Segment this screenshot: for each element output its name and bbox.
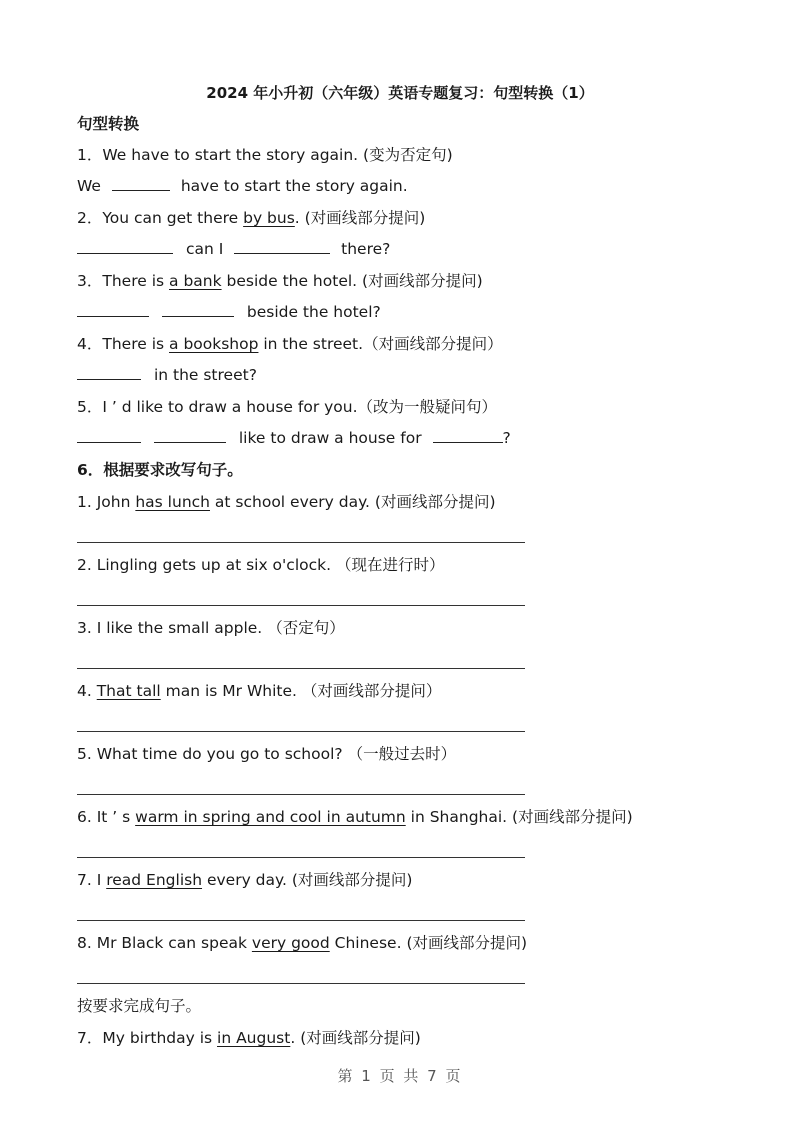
question-instruction: (对画线部分提问) bbox=[512, 808, 633, 826]
underlined-phrase: That tall bbox=[96, 682, 161, 700]
question-text: My birthday is bbox=[102, 1029, 218, 1047]
answer-line[interactable] bbox=[77, 857, 525, 858]
question-text: We have to start the story again. bbox=[102, 146, 359, 164]
sub-question-2: 2. Lingling gets up at six o'clock. （现在进行时） bbox=[77, 556, 445, 574]
fill-blank[interactable] bbox=[77, 365, 141, 380]
fill-blank[interactable] bbox=[162, 302, 234, 317]
question-instruction: （否定句） bbox=[267, 619, 345, 637]
question-text-end: beside the hotel. bbox=[221, 272, 358, 290]
sub-question-4: 4. That tall man is Mr White. （对画线部分提问） bbox=[77, 682, 442, 700]
question-instruction: (变为否定句) bbox=[363, 146, 453, 164]
fill-blank[interactable] bbox=[433, 428, 503, 443]
answer-row-1 bbox=[77, 176, 408, 196]
question-2 bbox=[77, 208, 425, 228]
underlined-phrase: read English bbox=[106, 871, 203, 889]
section-heading: 句型转换 bbox=[77, 115, 140, 133]
question-text-end: in the street. bbox=[258, 335, 364, 353]
answer-text: ? bbox=[502, 429, 511, 447]
question-instruction: （现在进行时） bbox=[335, 556, 445, 574]
question-instruction: （改为一般疑问句） bbox=[357, 398, 498, 416]
underlined-phrase: warm in spring and cool in autumn bbox=[135, 808, 406, 826]
answer-text: like to draw a house for bbox=[238, 429, 422, 447]
question-number: 5． bbox=[77, 398, 103, 416]
question-number: 4． bbox=[77, 335, 103, 353]
sub-question-8: 8. Mr Black can speak very good Chinese. (对画线部分提问) bbox=[77, 934, 528, 952]
fill-blank[interactable] bbox=[154, 428, 226, 443]
sub-question-1: 1. John has lunch at school every day. (对画线部分提问) bbox=[77, 493, 496, 511]
question-number: 6． bbox=[77, 461, 104, 479]
sub-question-3: 3. I like the small apple. （否定句） bbox=[77, 619, 345, 637]
answer-line[interactable] bbox=[77, 983, 525, 984]
question-instruction: (对画线部分提问) bbox=[300, 1029, 421, 1047]
answer-row-4 bbox=[77, 365, 257, 385]
answer-row-2 bbox=[77, 239, 390, 259]
answer-text: can I bbox=[185, 240, 224, 258]
answer-line[interactable] bbox=[77, 668, 525, 669]
question-5 bbox=[77, 397, 497, 417]
underlined-phrase: has lunch bbox=[135, 493, 210, 511]
answer-text: have to start the story again. bbox=[180, 177, 408, 195]
instruction-text: 按要求完成句子。 bbox=[77, 997, 202, 1015]
sub-question-6: 6. It ’ s warm in spring and cool in autumn in Shanghai. (对画线部分提问) bbox=[77, 808, 633, 826]
question-3 bbox=[77, 271, 483, 291]
question-number: 2． bbox=[77, 209, 103, 227]
question-4 bbox=[77, 334, 503, 354]
answer-line[interactable] bbox=[77, 542, 525, 543]
question-instruction: (对画线部分提问) bbox=[374, 493, 496, 511]
question-7 bbox=[77, 1028, 421, 1048]
fill-blank[interactable] bbox=[77, 239, 173, 254]
question-1 bbox=[77, 145, 453, 165]
question-instruction: （一般过去时） bbox=[347, 745, 457, 763]
answer-text: in the street? bbox=[153, 366, 257, 384]
question-instruction: (对画线部分提问) bbox=[406, 934, 528, 952]
answer-line[interactable] bbox=[77, 731, 525, 732]
question-text: You can get there bbox=[102, 209, 244, 227]
question-6 bbox=[77, 460, 243, 480]
page-footer: 第 1 页 共 7 页 bbox=[337, 1067, 463, 1085]
answer-line[interactable] bbox=[77, 920, 525, 921]
underlined-phrase: in August bbox=[217, 1029, 291, 1047]
page-title: 2024 年小升初（六年级）英语专题复习：句型转换（1） bbox=[206, 84, 594, 102]
answer-text: there? bbox=[341, 240, 391, 258]
answer-line[interactable] bbox=[77, 605, 525, 606]
question-text-end: . bbox=[294, 209, 300, 227]
question-number: 1． bbox=[77, 146, 103, 164]
underlined-phrase: by bus bbox=[243, 209, 295, 227]
underlined-phrase: very good bbox=[251, 934, 330, 952]
underlined-phrase: a bank bbox=[169, 272, 222, 290]
question-instruction: (对画线部分提问) bbox=[362, 272, 483, 290]
question-text: There is bbox=[102, 272, 170, 290]
fill-blank[interactable] bbox=[112, 176, 170, 191]
question-number: 3． bbox=[77, 272, 103, 290]
sub-question-5: 5. What time do you go to school? （一般过去时） bbox=[77, 745, 457, 763]
answer-row-5 bbox=[77, 428, 511, 448]
fill-blank[interactable] bbox=[77, 428, 141, 443]
question-text: 根据要求改写句子。 bbox=[103, 461, 243, 479]
question-text-end: . bbox=[290, 1029, 296, 1047]
answer-text: We bbox=[77, 177, 101, 195]
sub-question-7: 7. I read English every day. (对画线部分提问) bbox=[77, 871, 413, 889]
question-number: 7． bbox=[77, 1029, 103, 1047]
question-instruction: （对画线部分提问） bbox=[301, 682, 442, 700]
answer-line[interactable] bbox=[77, 794, 525, 795]
answer-row-3 bbox=[77, 302, 381, 322]
underlined-phrase: a bookshop bbox=[169, 335, 259, 353]
question-instruction: (对画线部分提问) bbox=[304, 209, 426, 227]
question-text: There is bbox=[102, 335, 170, 353]
question-instruction: (对画线部分提问) bbox=[291, 871, 413, 889]
question-text: I ’ d like to draw a house for you. bbox=[102, 398, 358, 416]
question-instruction: （对画线部分提问） bbox=[363, 335, 503, 353]
answer-text: beside the hotel? bbox=[246, 303, 381, 321]
fill-blank[interactable] bbox=[77, 302, 149, 317]
fill-blank[interactable] bbox=[234, 239, 330, 254]
